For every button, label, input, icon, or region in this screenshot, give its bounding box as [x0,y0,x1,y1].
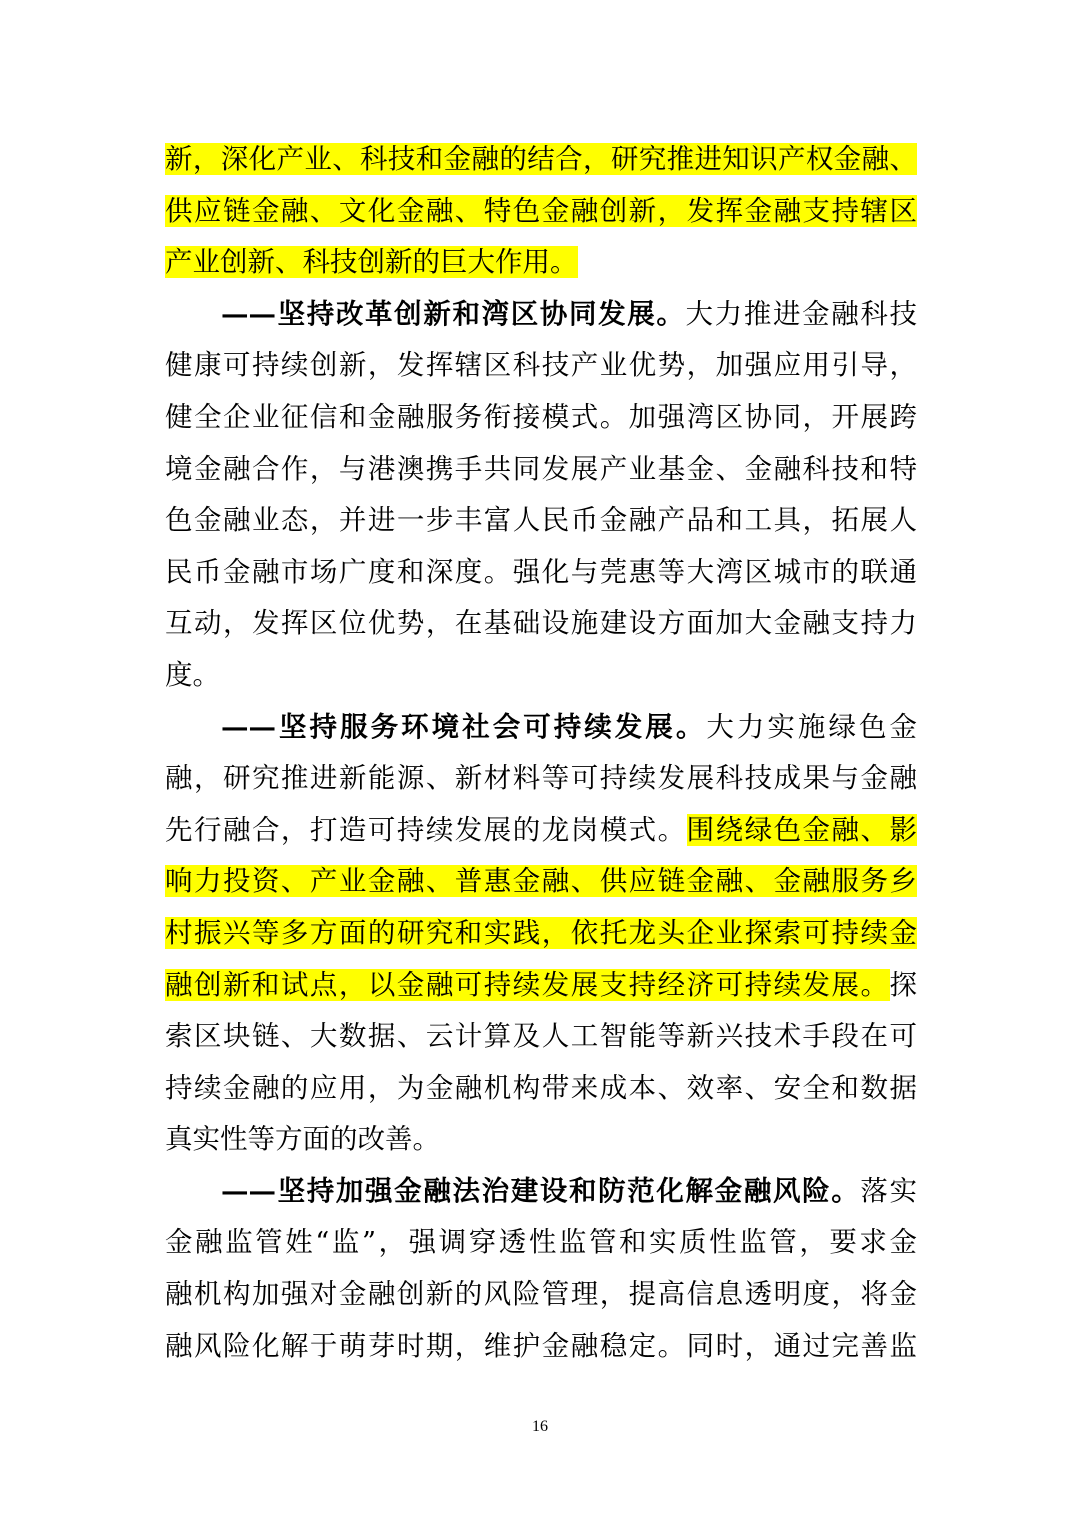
paragraph-3-line-8 [165,1063,917,1115]
body-text: 先行融合，打造可持续发展的龙岗模式。 [165,813,687,846]
section-heading: ——坚持加强金融法治建设和防范化解金融风险。 [221,1174,861,1207]
body-text: 融机构加强对金融创新的风险管理，提高信息透明度，将金 [165,1278,917,1311]
paragraph-3-line-9 [165,1114,917,1166]
body-text: 大力实施绿色金 [706,710,918,743]
highlighted-text: 供应链金融、文化金融、特色金融创新，发挥金融支持辖区 [165,194,917,227]
section-heading: ——坚持服务环境社会可持续发展。 [221,710,707,743]
body-text: 金融监管姓“监”，强调穿透性监管和实质性监管，要求金 [165,1226,917,1259]
highlighted-text: 融创新和试点，以金融可持续发展支持经济可持续发展。 [165,968,890,1001]
body-text: 融，研究推进新能源、新材料等可持续发展科技成果与金融 [165,762,917,795]
body-text: 健全企业征信和金融服务衔接模式。加强湾区协同，开展跨 [165,400,917,433]
paragraph-3-line-2 [165,753,917,805]
paragraph-2-line-5 [165,495,917,547]
body-text: 探 [889,968,917,1001]
paragraph-3-line-1 [165,702,917,754]
highlighted-text: 产业创新、科技创新的巨大作用。 [165,246,578,279]
paragraph-4-line-2 [165,1217,917,1269]
paragraph-4-line-3 [165,1269,917,1321]
body-text: 境金融合作，与港澳携手共同发展产业基金、金融科技和特 [165,452,917,485]
highlighted-text: 村振兴等多方面的研究和实践，依托龙头企业探索可持续金 [165,916,917,949]
body-text: 落实 [860,1174,918,1207]
paragraph-2-line-4 [165,444,917,496]
paragraph-3-line-7 [165,1011,917,1063]
document-body [165,134,917,1372]
body-text: 健康可持续创新，发挥辖区科技产业优势，加强应用引导， [165,349,917,382]
body-text: 大力推进金融科技 [685,297,918,330]
paragraph-4-line-4 [165,1321,917,1373]
paragraph-2-line-1 [165,289,917,341]
highlighted-text: 响力投资、产业金融、普惠金融、供应链金融、金融服务乡 [165,865,917,898]
body-text: 民币金融市场广度和深度。强化与莞惠等大湾区城市的联通 [165,555,917,588]
body-text: 融风险化解于萌芽时期，维护金融稳定。同时，通过完善监 [165,1329,917,1362]
paragraph-2-line-3 [165,392,917,444]
paragraph-4-line-1 [165,1166,917,1218]
paragraph-2-line-8 [165,650,917,702]
highlighted-text: 围绕绿色金融、影 [686,813,917,846]
paragraph-2-line-2 [165,340,917,392]
page-number: 16 [532,1418,548,1435]
paragraph-1-line-1 [165,134,917,186]
body-text: 索区块链、大数据、云计算及人工智能等新兴技术手段在可 [165,1020,917,1053]
paragraph-1-line-3 [165,237,917,289]
section-heading: ——坚持改革创新和湾区协同发展。 [221,297,686,330]
paragraph-3-line-4 [165,856,917,908]
paragraph-2-line-6 [165,547,917,599]
body-text: 互动，发挥区位优势，在基础设施建设方面加大金融支持力 [165,607,917,640]
body-text: 度。 [165,658,220,691]
paragraph-3-line-3 [165,805,917,857]
paragraph-2-line-7 [165,598,917,650]
highlighted-text: 新，深化产业、科技和金融的结合，研究推进知识产权金融、 [165,143,917,175]
paragraph-3-line-6 [165,960,917,1012]
body-text: 持续金融的应用，为金融机构带来成本、效率、安全和数据 [165,1071,917,1104]
paragraph-1-line-2 [165,186,917,238]
body-text: 真实性等方面的改善。 [165,1123,440,1156]
body-text: 色金融业态，并进一步丰富人民币金融产品和工具，拓展人 [165,504,917,537]
paragraph-3-line-5 [165,908,917,960]
